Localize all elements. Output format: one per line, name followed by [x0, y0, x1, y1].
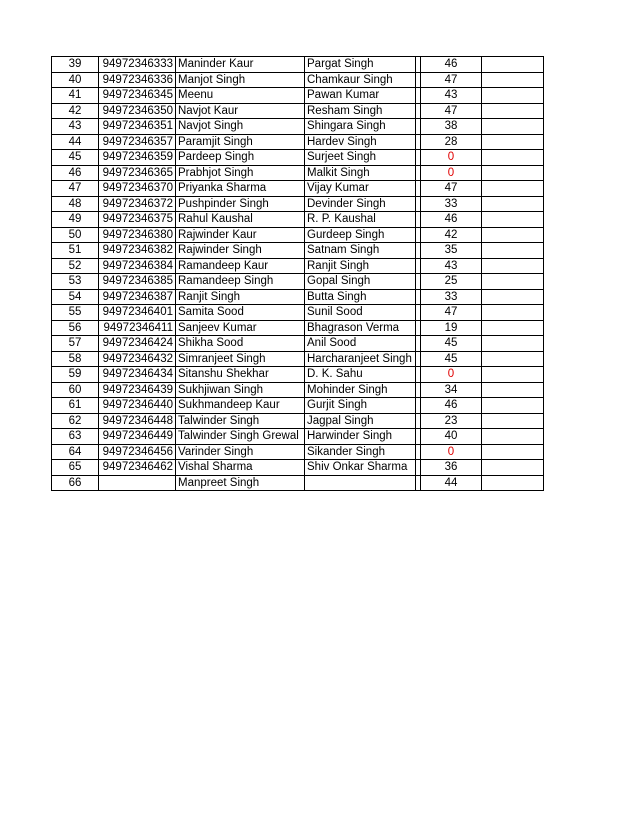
phone-number-cell: 94972346439 — [99, 382, 176, 398]
table-row — [52, 165, 544, 181]
marks-cell: 43 — [421, 88, 482, 104]
father-name-cell: Hardev Singh — [305, 134, 416, 150]
marks-cell: 46 — [421, 57, 482, 73]
father-name-cell: Harwinder Singh — [305, 429, 416, 445]
blank-cell — [482, 444, 544, 460]
blank-cell — [482, 212, 544, 228]
table-row — [52, 336, 544, 352]
marks-cell: 36 — [421, 460, 482, 476]
blank-cell — [482, 460, 544, 476]
marks-cell: 28 — [421, 134, 482, 150]
serial-number-cell: 48 — [52, 196, 99, 212]
table-row — [52, 289, 544, 305]
student-name-cell: Navjot Kaur — [176, 103, 305, 119]
father-name-cell: Surjeet Singh — [305, 150, 416, 166]
phone-number-cell: 94972346370 — [99, 181, 176, 197]
phone-number-cell: 94972346401 — [99, 305, 176, 321]
father-name-cell: Anil Sood — [305, 336, 416, 352]
father-name-cell: Sikander Singh — [305, 444, 416, 460]
phone-number-cell: 94972346375 — [99, 212, 176, 228]
father-name-cell: Jagpal Singh — [305, 413, 416, 429]
table-row — [52, 258, 544, 274]
marks-cell: 19 — [421, 320, 482, 336]
student-name-cell: Ramandeep Kaur — [176, 258, 305, 274]
table-row — [52, 398, 544, 414]
student-name-cell: Maninder Kaur — [176, 57, 305, 73]
phone-number-cell: 94972346411 — [99, 320, 176, 336]
marks-cell: 44 — [421, 475, 482, 491]
serial-number-cell: 64 — [52, 444, 99, 460]
table-row — [52, 351, 544, 367]
table-row — [52, 57, 544, 73]
blank-cell — [482, 227, 544, 243]
serial-number-cell: 41 — [52, 88, 99, 104]
father-name-cell: Pargat Singh — [305, 57, 416, 73]
serial-number-cell: 55 — [52, 305, 99, 321]
phone-number-cell: 94972346333 — [99, 57, 176, 73]
blank-cell — [482, 398, 544, 414]
blank-cell — [482, 289, 544, 305]
marks-cell: 0 — [421, 444, 482, 460]
blank-cell — [482, 320, 544, 336]
serial-number-cell: 59 — [52, 367, 99, 383]
marks-cell: 47 — [421, 103, 482, 119]
blank-cell — [482, 243, 544, 259]
blank-cell — [482, 88, 544, 104]
blank-cell — [482, 274, 544, 290]
blank-cell — [482, 305, 544, 321]
student-name-cell: Simranjeet Singh — [176, 351, 305, 367]
serial-number-cell: 49 — [52, 212, 99, 228]
phone-number-cell: 94972346357 — [99, 134, 176, 150]
table-row — [52, 181, 544, 197]
phone-number-cell: 94972346424 — [99, 336, 176, 352]
marks-cell: 40 — [421, 429, 482, 445]
blank-cell — [482, 103, 544, 119]
phone-number-cell: 94972346456 — [99, 444, 176, 460]
blank-cell — [482, 150, 544, 166]
serial-number-cell: 46 — [52, 165, 99, 181]
table-row — [52, 150, 544, 166]
phone-number-cell: 94972346380 — [99, 227, 176, 243]
blank-cell — [482, 72, 544, 88]
student-name-cell: Talwinder Singh — [176, 413, 305, 429]
father-name-cell: Gurjit Singh — [305, 398, 416, 414]
phone-number-cell: 94972346440 — [99, 398, 176, 414]
phone-number-cell: 94972346359 — [99, 150, 176, 166]
marks-cell: 23 — [421, 413, 482, 429]
serial-number-cell: 39 — [52, 57, 99, 73]
table-row — [52, 475, 544, 491]
father-name-cell: Vijay Kumar — [305, 181, 416, 197]
marks-cell: 0 — [421, 150, 482, 166]
phone-number-cell: 94972346350 — [99, 103, 176, 119]
student-name-cell: Ramandeep Singh — [176, 274, 305, 290]
blank-cell — [482, 119, 544, 135]
marks-cell: 43 — [421, 258, 482, 274]
serial-number-cell: 60 — [52, 382, 99, 398]
phone-number-cell: 94972346384 — [99, 258, 176, 274]
blank-cell — [482, 181, 544, 197]
serial-number-cell: 45 — [52, 150, 99, 166]
marks-cell: 33 — [421, 289, 482, 305]
father-name-cell: D. K. Sahu — [305, 367, 416, 383]
father-name-cell: Shiv Onkar Sharma — [305, 460, 416, 476]
student-name-cell: Rajwinder Kaur — [176, 227, 305, 243]
father-name-cell: Butta Singh — [305, 289, 416, 305]
table-row — [52, 274, 544, 290]
student-name-cell: Pardeep Singh — [176, 150, 305, 166]
student-name-cell: Manjot Singh — [176, 72, 305, 88]
marks-cell: 45 — [421, 336, 482, 352]
phone-number-cell: 94972346462 — [99, 460, 176, 476]
marks-cell: 47 — [421, 72, 482, 88]
marks-cell: 47 — [421, 181, 482, 197]
serial-number-cell: 47 — [52, 181, 99, 197]
phone-number-cell: 94972346449 — [99, 429, 176, 445]
marks-cell: 0 — [421, 367, 482, 383]
student-name-cell: Pushpinder Singh — [176, 196, 305, 212]
phone-number-cell: 94972346345 — [99, 88, 176, 104]
student-name-cell: Samita Sood — [176, 305, 305, 321]
father-name-cell: Gurdeep Singh — [305, 227, 416, 243]
father-name-cell: Sunil Sood — [305, 305, 416, 321]
serial-number-cell: 43 — [52, 119, 99, 135]
student-name-cell: Talwinder Singh Grewal — [176, 429, 305, 445]
serial-number-cell: 40 — [52, 72, 99, 88]
serial-number-cell: 53 — [52, 274, 99, 290]
phone-number-cell: 94972346365 — [99, 165, 176, 181]
student-name-cell: Sukhmandeep Kaur — [176, 398, 305, 414]
father-name-cell: Satnam Singh — [305, 243, 416, 259]
serial-number-cell: 54 — [52, 289, 99, 305]
student-name-cell: Shikha Sood — [176, 336, 305, 352]
phone-number-cell: 94972346336 — [99, 72, 176, 88]
father-name-cell: Ranjit Singh — [305, 258, 416, 274]
student-name-cell: Manpreet Singh — [176, 475, 305, 491]
marks-cell: 0 — [421, 165, 482, 181]
table-row — [52, 367, 544, 383]
father-name-cell: Mohinder Singh — [305, 382, 416, 398]
marks-cell: 46 — [421, 398, 482, 414]
marks-cell: 46 — [421, 212, 482, 228]
table-row — [52, 305, 544, 321]
phone-number-cell: 94972346434 — [99, 367, 176, 383]
student-name-cell: Rajwinder Singh — [176, 243, 305, 259]
marks-cell: 35 — [421, 243, 482, 259]
student-name-cell: Varinder Singh — [176, 444, 305, 460]
table-row — [52, 382, 544, 398]
student-name-cell: Meenu — [176, 88, 305, 104]
serial-number-cell: 57 — [52, 336, 99, 352]
serial-number-cell: 56 — [52, 320, 99, 336]
table-row — [52, 119, 544, 135]
serial-number-cell: 65 — [52, 460, 99, 476]
marks-cell: 34 — [421, 382, 482, 398]
student-name-cell: Sanjeev Kumar — [176, 320, 305, 336]
father-name-cell — [305, 475, 416, 491]
phone-number-cell: 94972346387 — [99, 289, 176, 305]
blank-cell — [482, 336, 544, 352]
serial-number-cell: 50 — [52, 227, 99, 243]
blank-cell — [482, 475, 544, 491]
blank-cell — [482, 382, 544, 398]
student-name-cell: Paramjit Singh — [176, 134, 305, 150]
father-name-cell: Pawan Kumar — [305, 88, 416, 104]
table-row — [52, 429, 544, 445]
father-name-cell: Resham Singh — [305, 103, 416, 119]
marks-cell: 42 — [421, 227, 482, 243]
blank-cell — [482, 134, 544, 150]
phone-number-cell: 94972346432 — [99, 351, 176, 367]
serial-number-cell: 52 — [52, 258, 99, 274]
student-name-cell: Ranjit Singh — [176, 289, 305, 305]
phone-number-cell: 94972346382 — [99, 243, 176, 259]
serial-number-cell: 63 — [52, 429, 99, 445]
serial-number-cell: 51 — [52, 243, 99, 259]
student-name-cell: Sitanshu Shekhar — [176, 367, 305, 383]
table-row — [52, 460, 544, 476]
father-name-cell: Gopal Singh — [305, 274, 416, 290]
student-name-cell: Rahul Kaushal — [176, 212, 305, 228]
table-row — [52, 103, 544, 119]
serial-number-cell: 62 — [52, 413, 99, 429]
table-row — [52, 413, 544, 429]
blank-cell — [482, 196, 544, 212]
phone-number-cell: 94972346385 — [99, 274, 176, 290]
table-row — [52, 444, 544, 460]
serial-number-cell: 44 — [52, 134, 99, 150]
table-row — [52, 243, 544, 259]
marks-cell: 33 — [421, 196, 482, 212]
marks-cell: 25 — [421, 274, 482, 290]
father-name-cell: Devinder Singh — [305, 196, 416, 212]
father-name-cell: Malkit Singh — [305, 165, 416, 181]
table-row — [52, 88, 544, 104]
blank-cell — [482, 429, 544, 445]
table-row — [52, 72, 544, 88]
blank-cell — [482, 57, 544, 73]
student-name-cell: Priyanka Sharma — [176, 181, 305, 197]
student-name-cell: Sukhjiwan Singh — [176, 382, 305, 398]
table-row — [52, 320, 544, 336]
marks-table — [51, 56, 544, 491]
table-row — [52, 227, 544, 243]
phone-number-cell — [99, 475, 176, 491]
serial-number-cell: 66 — [52, 475, 99, 491]
father-name-cell: Bhagrason Verma — [305, 320, 416, 336]
blank-cell — [482, 165, 544, 181]
serial-number-cell: 42 — [52, 103, 99, 119]
student-name-cell: Prabhjot Singh — [176, 165, 305, 181]
student-name-cell: Navjot Singh — [176, 119, 305, 135]
blank-cell — [482, 351, 544, 367]
table-row — [52, 196, 544, 212]
serial-number-cell: 61 — [52, 398, 99, 414]
marks-cell: 47 — [421, 305, 482, 321]
father-name-cell: Chamkaur Singh — [305, 72, 416, 88]
father-name-cell: R. P. Kaushal — [305, 212, 416, 228]
blank-cell — [482, 413, 544, 429]
serial-number-cell: 58 — [52, 351, 99, 367]
student-name-cell: Vishal Sharma — [176, 460, 305, 476]
marks-cell: 45 — [421, 351, 482, 367]
father-name-cell: Shingara Singh — [305, 119, 416, 135]
blank-cell — [482, 258, 544, 274]
blank-cell — [482, 367, 544, 383]
marks-table-body — [52, 57, 544, 491]
father-name-cell: Harcharanjeet Singh — [305, 351, 416, 367]
phone-number-cell: 94972346372 — [99, 196, 176, 212]
table-row — [52, 212, 544, 228]
phone-number-cell: 94972346351 — [99, 119, 176, 135]
marks-cell: 38 — [421, 119, 482, 135]
table-row — [52, 134, 544, 150]
phone-number-cell: 94972346448 — [99, 413, 176, 429]
